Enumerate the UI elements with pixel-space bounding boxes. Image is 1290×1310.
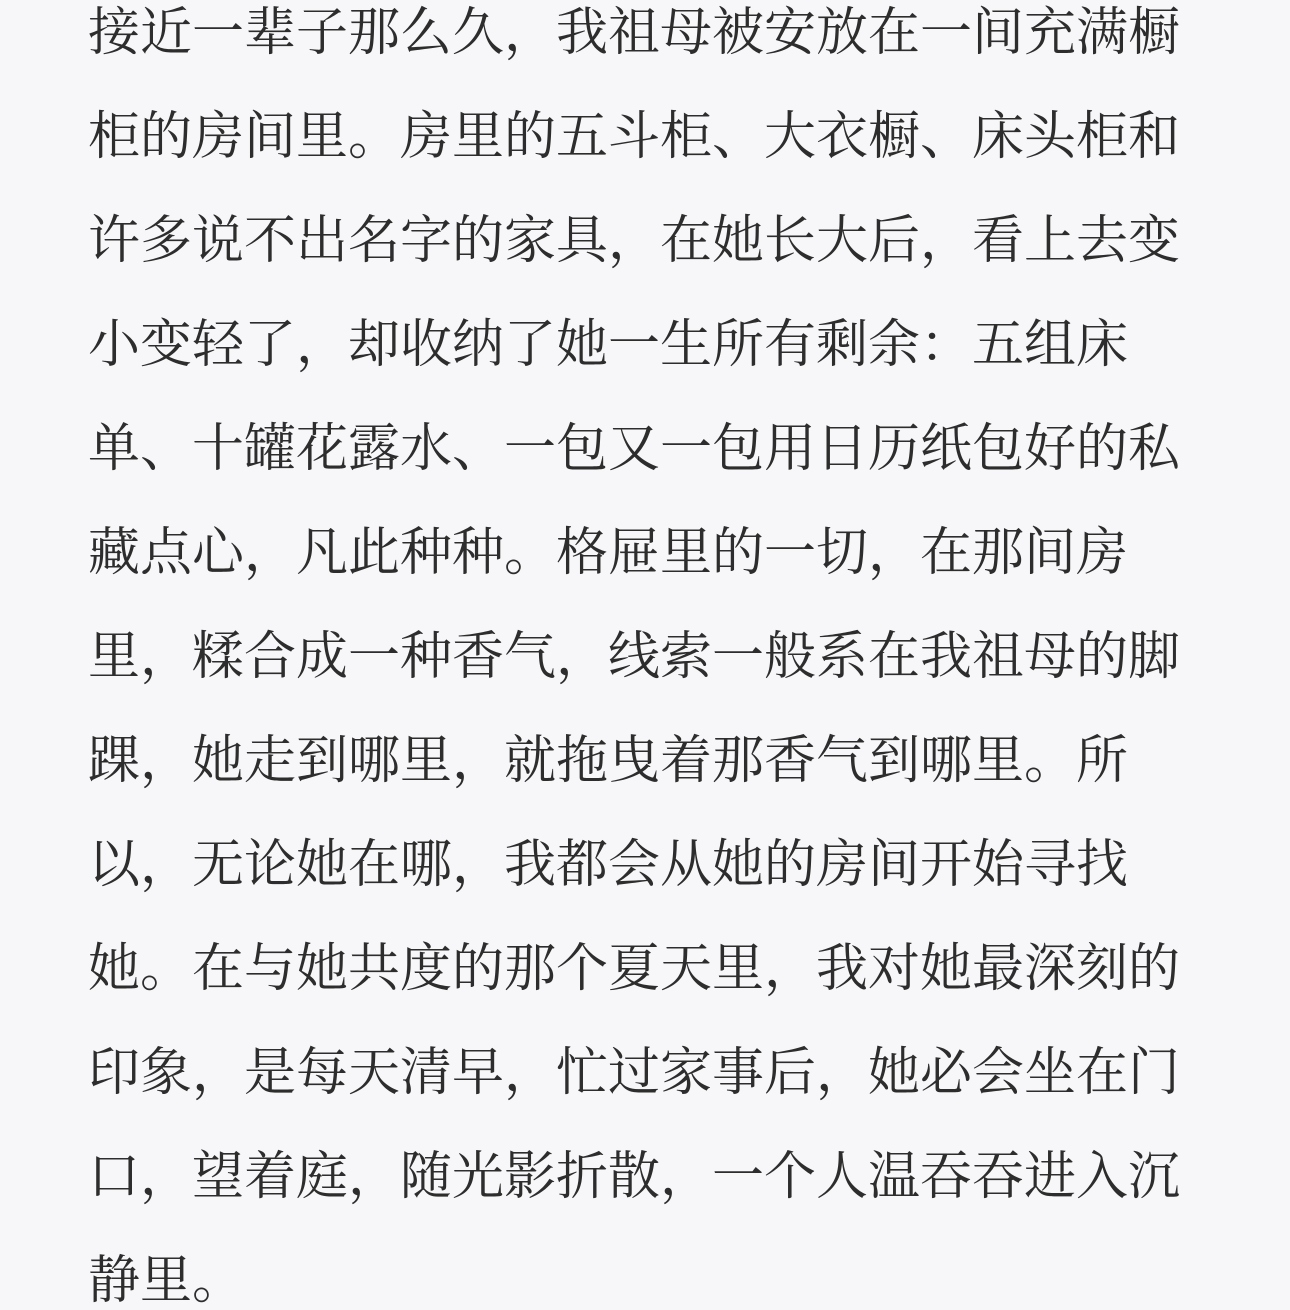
text-line: 柜的房间里。房里的五斗柜、大衣橱、床头柜和: [88, 107, 1181, 167]
text-line: 许多说不出名字的家具，在她长大后，看上去变: [88, 211, 1181, 271]
text-line: 她。在与她共度的那个夏天里，我对她最深刻的: [88, 939, 1181, 999]
text-line: 踝，她走到哪里，就拖曳着那香气到哪里。所: [88, 731, 1129, 791]
text-line: 里，糅合成一种香气，线索一般系在我祖母的脚: [88, 627, 1181, 687]
text-line: 藏点心，凡此种种。格屉里的一切，在那间房: [88, 523, 1129, 583]
text-line: 接近一辈子那么久，我祖母被安放在一间充满橱: [88, 3, 1181, 63]
text-line: 静里。: [88, 1251, 245, 1310]
text-line: 印象，是每天清早，忙过家事后，她必会坐在门: [88, 1043, 1181, 1103]
text-line: 单、十罐花露水、一包又一包用日历纸包好的私: [88, 419, 1181, 479]
text-line: 小变轻了，却收纳了她一生所有剩余：五组床: [88, 315, 1129, 375]
text-line: 以，无论她在哪，我都会从她的房间开始寻找: [88, 835, 1129, 895]
text-line: 口，望着庭，随光影折散，一个人温吞吞进入沉: [88, 1147, 1181, 1207]
